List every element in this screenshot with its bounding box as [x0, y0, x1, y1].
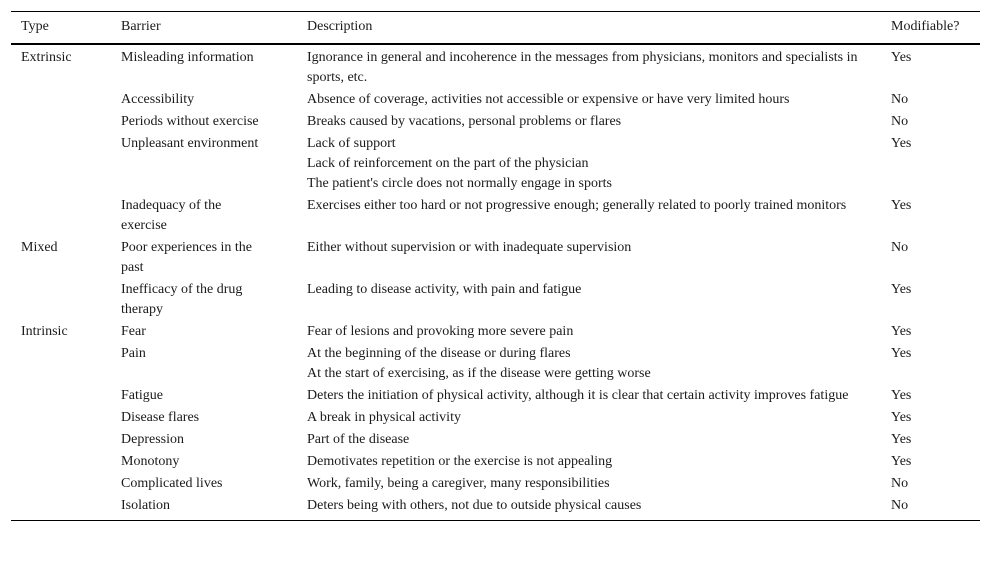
table-row [11, 473, 980, 495]
header-barrier: Barrier [121, 19, 161, 34]
cell-modifiable: No [891, 92, 909, 107]
table-row [11, 47, 980, 89]
cell-description [297, 238, 881, 258]
description-line: Work, family, being a caregiver, many responsibilities [307, 476, 610, 491]
cell-barrier: Periods without exercise [121, 114, 259, 129]
cell-barrier: Pain [121, 346, 146, 361]
header-description: Description [307, 19, 373, 34]
table-row [11, 237, 980, 279]
description-line: Ignorance in general and incoherence in the messages from physicians, monitors and specialists in sports, etc. [307, 50, 858, 85]
cell-modifiable: No [891, 240, 909, 255]
description-line: Deters being with others, not due to outside physical causes [307, 498, 642, 513]
cell-modifiable: Yes [891, 136, 912, 151]
header-type: Type [21, 19, 49, 34]
cell-description [297, 48, 881, 88]
table-body [11, 45, 980, 520]
cell-description [297, 474, 881, 494]
description-line: Absence of coverage, activities not accessible or expensive or have very limited hours [307, 92, 790, 107]
cell-modifiable: Yes [891, 432, 912, 447]
cell-barrier: Isolation [121, 498, 170, 513]
cell-description [297, 134, 881, 194]
cell-type: Mixed [21, 240, 58, 255]
cell-modifiable: Yes [891, 454, 912, 469]
description-line: At the beginning of the disease or during flares [307, 346, 571, 361]
cell-barrier: Inefficacy of the drug therapy [121, 282, 243, 317]
description-line: Leading to disease activity, with pain and fatigue [307, 282, 582, 297]
cell-barrier: Disease flares [121, 410, 200, 425]
cell-barrier: Complicated lives [121, 476, 223, 491]
description-line: Fear of lesions and provoking more severe pain [307, 324, 574, 339]
table-row [11, 451, 980, 473]
description-line: Breaks caused by vacations, personal problems or flares [307, 114, 622, 129]
cell-description [297, 90, 881, 110]
cell-modifiable: No [891, 498, 909, 513]
cell-type: Extrinsic [21, 50, 72, 65]
table-row [11, 495, 980, 517]
table-row [11, 195, 980, 237]
table-row [11, 89, 980, 111]
table-row [11, 133, 980, 195]
cell-barrier: Accessibility [121, 92, 195, 107]
description-line: Lack of support [307, 136, 396, 151]
table-row [11, 385, 980, 407]
cell-modifiable: Yes [891, 410, 912, 425]
cell-barrier: Misleading information [121, 50, 254, 65]
cell-barrier: Unpleasant environment [121, 136, 259, 151]
cell-modifiable: Yes [891, 346, 912, 361]
table-row [11, 321, 980, 343]
cell-modifiable: Yes [891, 282, 912, 297]
cell-description [297, 344, 881, 384]
cell-barrier: Monotony [121, 454, 180, 469]
table-row [11, 279, 980, 321]
cell-barrier: Poor experiences in the past [121, 240, 253, 275]
description-line: Exercises either too hard or not progressive enough; generally related to poorly trained monitors [307, 198, 847, 213]
cell-type: Intrinsic [21, 324, 68, 339]
cell-modifiable: Yes [891, 198, 912, 213]
cell-description [297, 386, 881, 406]
cell-modifiable: No [891, 476, 909, 491]
barriers-table [11, 11, 980, 521]
description-line: Lack of reinforcement on the part of the physician [307, 156, 589, 171]
cell-modifiable: Yes [891, 324, 912, 339]
cell-modifiable: No [891, 114, 909, 129]
description-line: Part of the disease [307, 432, 410, 447]
cell-modifiable: Yes [891, 388, 912, 403]
table-row [11, 111, 980, 133]
table-row [11, 343, 980, 385]
cell-description [297, 322, 881, 342]
description-line: Deters the initiation of physical activity, although it is clear that certain activity improves fatigue [307, 388, 849, 403]
cell-barrier: Depression [121, 432, 184, 447]
cell-description [297, 112, 881, 132]
table-header-row [11, 12, 980, 45]
cell-description [297, 430, 881, 450]
cell-description [297, 196, 881, 216]
description-line: Demotivates repetition or the exercise is not appealing [307, 454, 613, 469]
cell-barrier: Inadequacy of the exercise [121, 198, 222, 233]
table-row [11, 407, 980, 429]
description-line: At the start of exercising, as if the disease were getting worse [307, 366, 651, 381]
description-line: Either without supervision or with inadequate supervision [307, 240, 632, 255]
cell-modifiable: Yes [891, 50, 912, 65]
cell-barrier: Fatigue [121, 388, 163, 403]
description-line: The patient's circle does not normally engage in sports [307, 176, 612, 191]
table-row [11, 429, 980, 451]
cell-description [297, 452, 881, 472]
description-line: A break in physical activity [307, 410, 461, 425]
cell-barrier: Fear [121, 324, 146, 339]
cell-description [297, 408, 881, 428]
cell-description [297, 496, 881, 516]
cell-description [297, 280, 881, 300]
header-modifiable: Modifiable? [891, 19, 960, 34]
